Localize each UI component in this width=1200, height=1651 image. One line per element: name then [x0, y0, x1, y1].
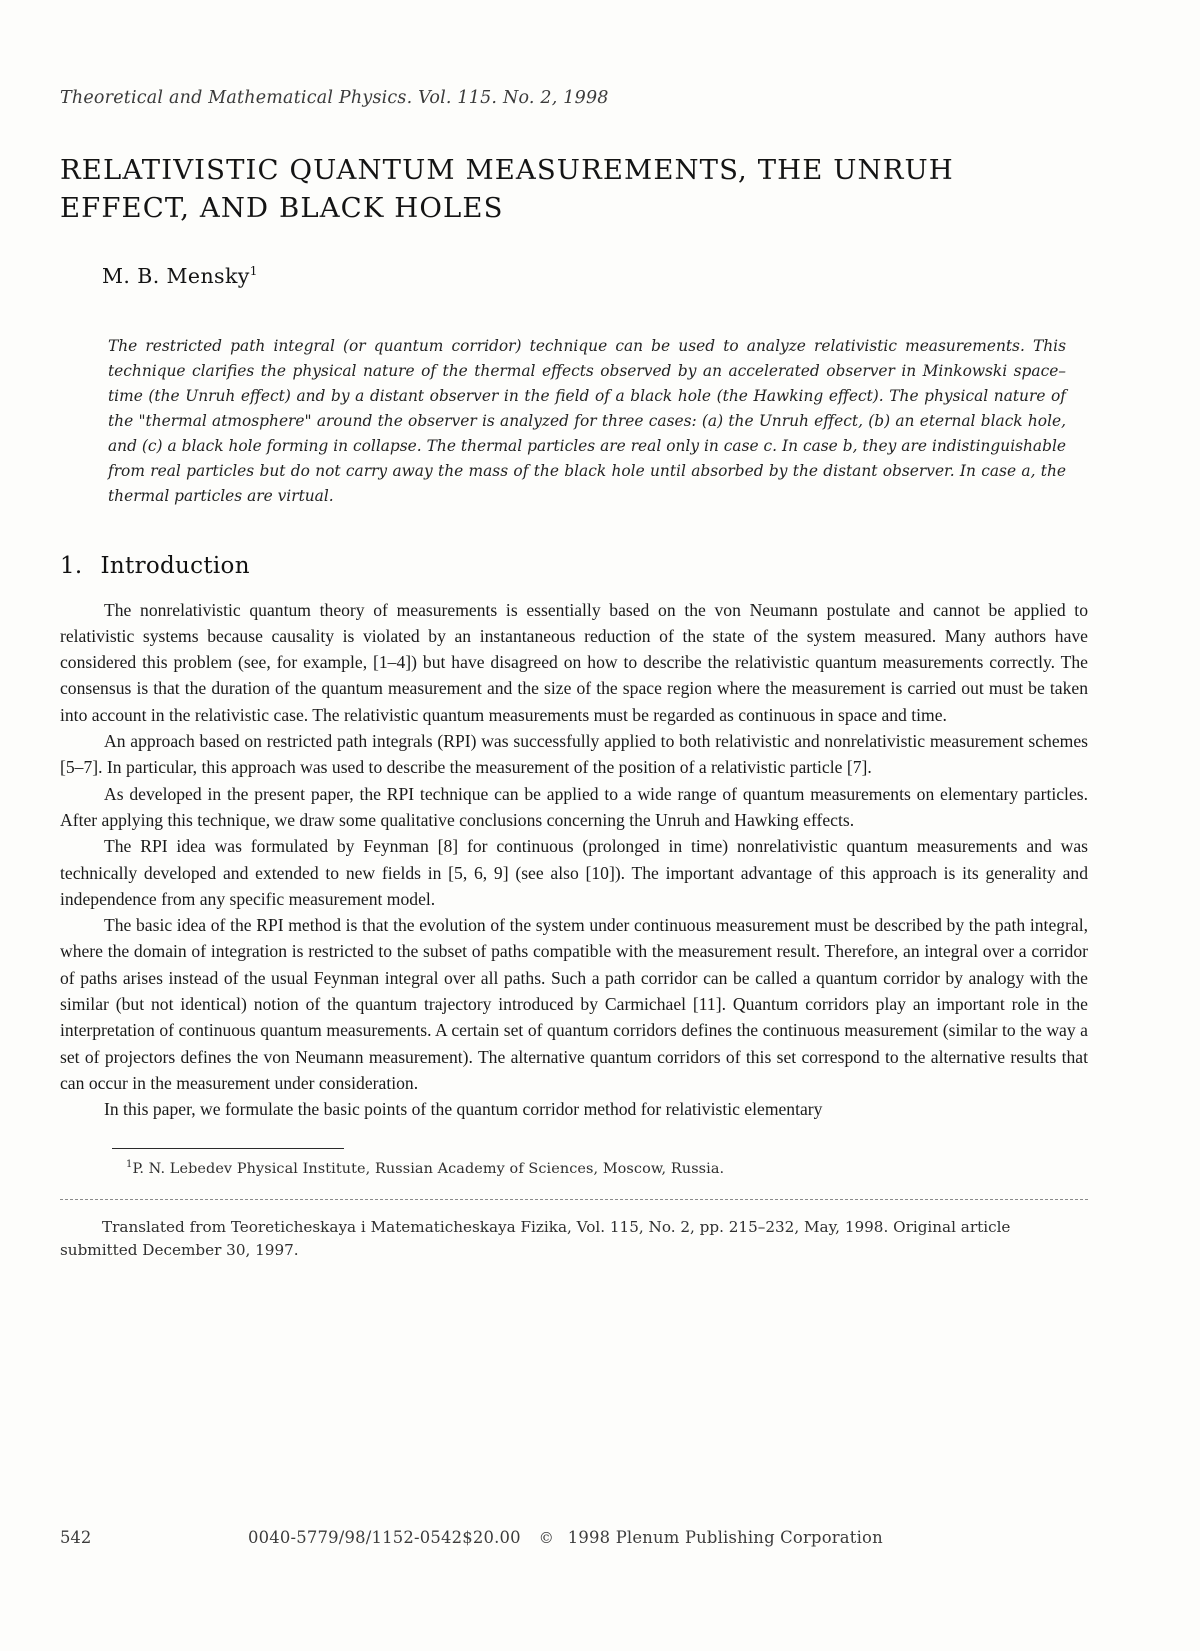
publisher: 1998 Plenum Publishing Corporation	[567, 1528, 883, 1547]
paragraph: The RPI idea was formulated by Feynman [8] for continuous (prolonged in time) nonrelativistic quantum measurements and was technically developed and extended to new fields in [5, 6, 9] (see also [10]). The important advantage of this approach is its generality and independence from any specific measurement model.	[60, 836, 1088, 909]
journal-header: Theoretical and Mathematical Physics. Vol. 115. No. 2, 1998	[60, 88, 609, 108]
page-content	[60, 88, 1088, 1262]
translation-divider	[60, 1199, 1088, 1200]
paragraph: The nonrelativistic quantum theory of measurements is essentially based on the von Neumann postulate and cannot be applied to relativistic systems because causality is violated by an instantaneous reduction of the state of the system measured. Many authors have considered this problem (see, for example, [1–4]) but have disagreed on how to describe the relativistic quantum measurements correctly. The consensus is that the duration of the quantum measurement and the size of the space region where the measurement is carried out must be taken into account in the relativistic case. The relativistic quantum measurements must be regarded as continuous in space and time.	[60, 599, 1088, 725]
footnote	[126, 1159, 1088, 1177]
paragraph: An approach based on restricted path integrals (RPI) was successfully applied to both relativistic and nonrelativistic measurement schemes [5–7]. In particular, this approach was used to describe the measurement of the position of a relativistic particle [7].	[60, 731, 1088, 778]
section-title: Introduction	[100, 552, 250, 579]
copyright-icon: ©	[538, 1529, 554, 1547]
footnote-marker: 1	[126, 1159, 133, 1171]
footnote-text: P. N. Lebedev Physical Institute, Russian Academy of Sciences, Moscow, Russia.	[132, 1161, 725, 1178]
paragraph: In this paper, we formulate the basic points of the quantum corridor method for relativistic elementary	[104, 1099, 823, 1120]
section-heading-introduction	[60, 553, 1088, 579]
page-title: RELATIVISTIC QUANTUM MEASUREMENTS, THE UNRUH EFFECT, AND BLACK HOLES	[60, 154, 954, 224]
paragraph: The basic idea of the RPI method is that the evolution of the system under continuous measurement must be described by the path integral, where the domain of integration is restricted to the subset of paths compatible with the measurement result. Therefore, an integral over a corridor of paths arises instead of the usual Feynman integral over all paths. Such a path corridor can be called a quantum corridor by analogy with the similar (but not identical) notion of the quantum trajectory introduced by Carmichael [11]. Quantum corridors play an important role in the interpretation of continuous quantum measurements. A certain set of quantum corridors defines the continuous measurement (similar to the way a set of projectors defines the von Neumann measurement). The alternative quantum corridors of this set correspond to the alternative results that can occur in the measurement under consideration.	[60, 915, 1088, 1093]
section-number: 1.	[60, 552, 83, 579]
footnote-divider	[112, 1148, 344, 1149]
author-line	[102, 264, 1088, 288]
abstract: The restricted path integral (or quantum corridor) technique can be used to analyze relativistic measurements. This technique clarifies the physical nature of the thermal effects observed by an accelerated observer in Minkowski space–time (the Unruh effect) and by a distant observer in the field of a black hole (the Hawking effect). The physical nature of the "thermal atmosphere" around the observer is analyzed for three cases: (a) the Unruh effect, (b) an eternal black hole, and (c) a black hole forming in collapse. The thermal particles are real only in case c. In case b, they are indistinguishable from real particles but do not carry away the mass of the black hole until absorbed by the distant observer. In case a, the thermal particles are virtual.	[108, 336, 1066, 505]
page-number: 542	[60, 1528, 92, 1547]
issn-line: 0040-5779/98/1152-0542$20.00	[248, 1528, 521, 1547]
translation-note: Translated from Teoreticheskaya i Matematicheskaya Fizika, Vol. 115, No. 2, pp. 215–232, May, 1998. Original article submitted December 30, 1997.	[60, 1218, 1011, 1260]
author-name: M. B. Mensky	[102, 263, 250, 288]
page-footer	[60, 1528, 1088, 1547]
author-footnote-marker: 1	[249, 264, 258, 279]
paragraph: As developed in the present paper, the RPI technique can be applied to a wide range of quantum measurements on elementary particles. After applying this technique, we draw some qualitative conclusions concerning the Unruh and Hawking effects.	[60, 783, 1088, 830]
